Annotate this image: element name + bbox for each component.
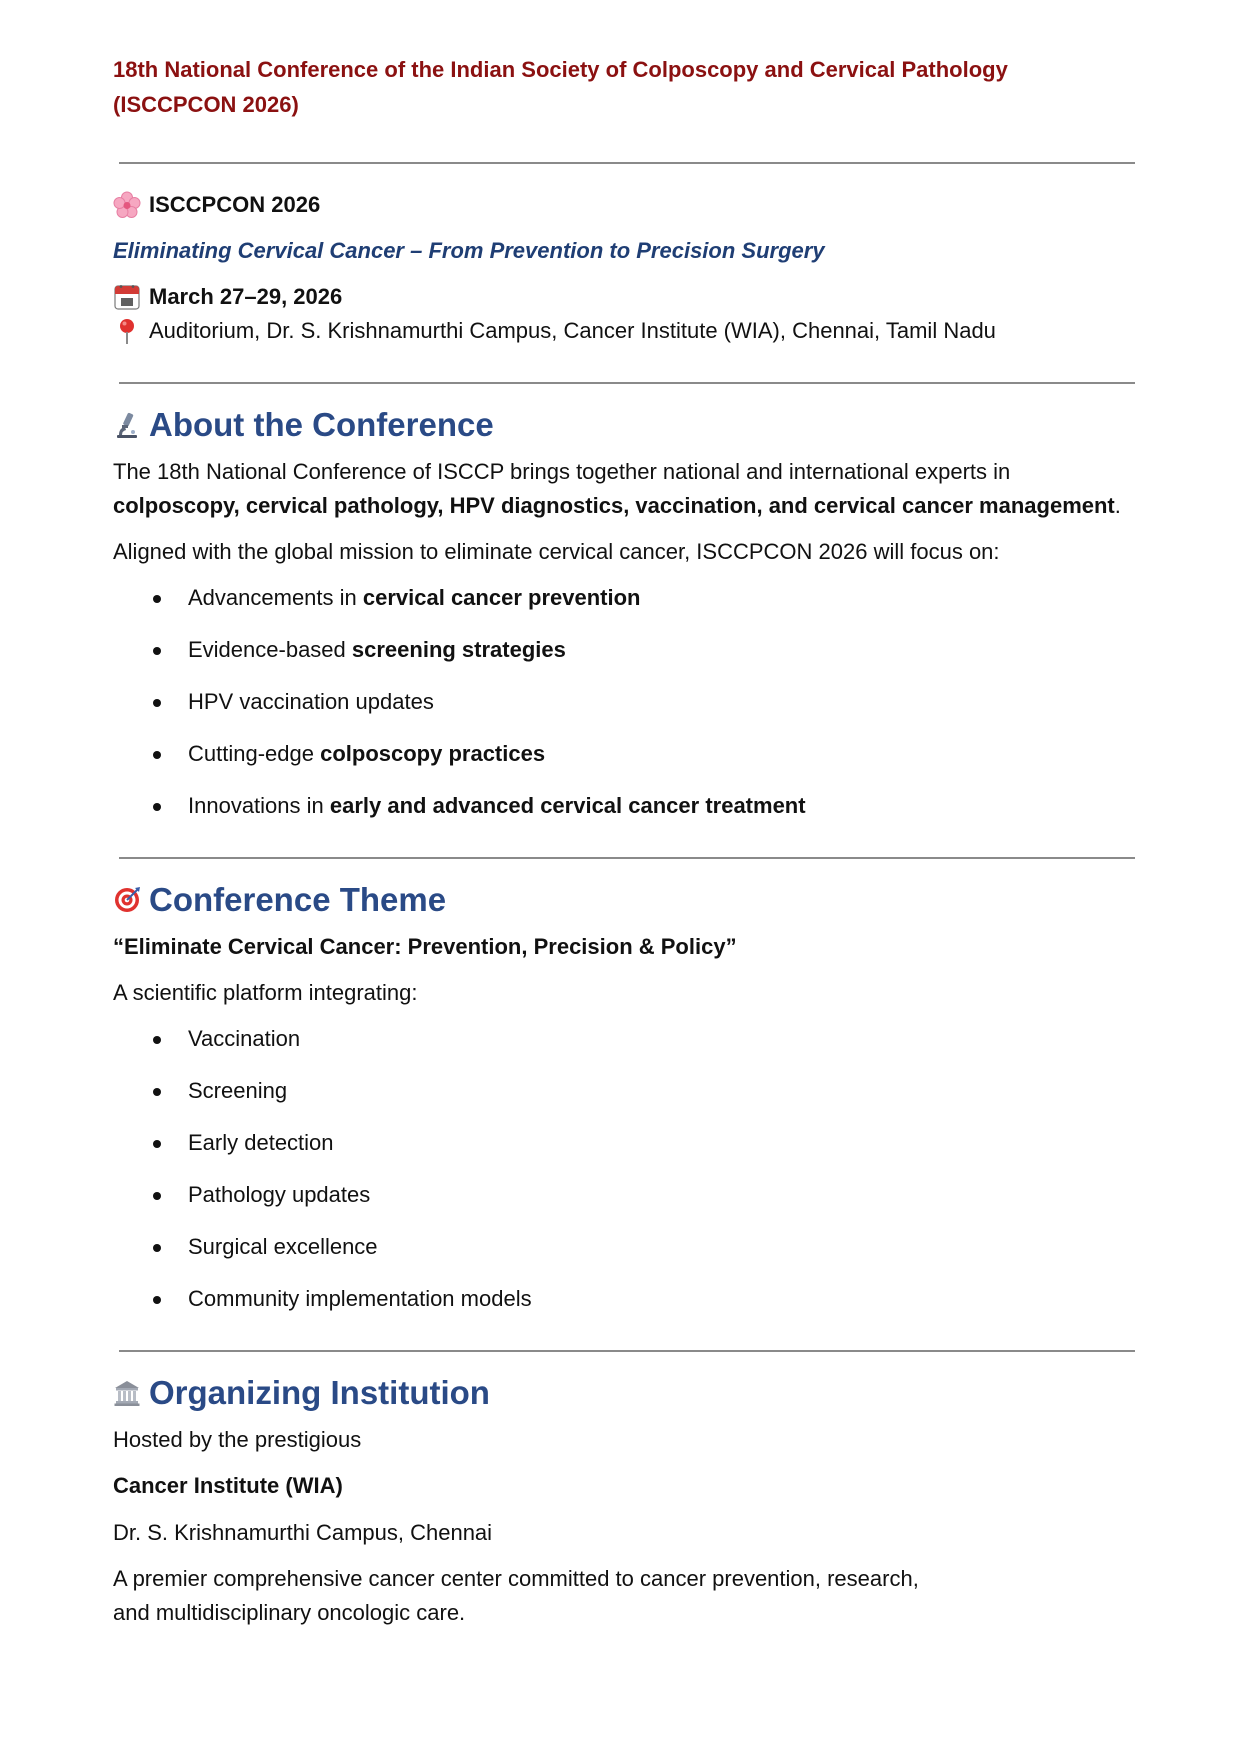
list-item-bold: cervical cancer prevention	[362, 585, 641, 610]
classical-building-icon	[113, 1379, 141, 1407]
list-item-bold: early and advanced cervical cancer treatment	[329, 793, 806, 818]
event-venue-line	[113, 314, 1133, 348]
theme-heading-text: Conference Theme	[149, 881, 447, 918]
event-name: ISCCPCON 2026	[149, 192, 321, 217]
list-item-text: HPV vaccination updates	[188, 689, 434, 714]
event-date: March 27–29, 2026	[149, 284, 343, 309]
institution-heading	[113, 1376, 1133, 1410]
microscope-icon	[113, 411, 141, 439]
theme-list	[113, 1022, 1133, 1316]
document-content	[113, 52, 1133, 1630]
document-title: 18th National Conference of the Indian Society of Colposcopy and Cervical Pathology (ISCCPCON 2026)	[113, 57, 1008, 117]
about-intro	[113, 455, 1133, 523]
list-item	[113, 789, 1133, 823]
target-icon	[113, 886, 141, 914]
institution-hosted-line: Hosted by the prestigious	[113, 1427, 362, 1452]
theme-quote	[113, 930, 1133, 964]
theme-platform-line: A scientific platform integrating:	[113, 980, 418, 1005]
list-item: Community implementation models	[113, 1282, 1133, 1316]
theme-quote-text: “Eliminate Cervical Cancer: Prevention, Precision & Policy”	[113, 934, 737, 959]
list-item	[113, 737, 1133, 771]
institution-description: A premier comprehensive cancer center committed to cancer prevention, research, and multidisciplinary oncologic care.	[113, 1566, 919, 1625]
event-name-line	[113, 188, 1133, 222]
list-item: Pathology updates	[113, 1178, 1133, 1212]
list-item-text: Cutting-edge	[188, 741, 321, 766]
event-date-line	[113, 280, 1133, 314]
about-heading	[113, 408, 1133, 442]
list-item	[113, 685, 1133, 719]
about-heading-text: About the Conference	[149, 406, 494, 443]
focus-list	[113, 581, 1133, 823]
institution-name-text: Cancer Institute (WIA)	[113, 1473, 343, 1498]
event-tagline: Eliminating Cervical Cancer – From Prevention to Precision Surgery	[113, 238, 825, 263]
about-focus-line: Aligned with the global mission to eliminate cervical cancer, ISCCPCON 2026 will focus on:	[113, 539, 1000, 564]
list-item	[113, 633, 1133, 667]
event-venue: Auditorium, Dr. S. Krishnamurthi Campus, Cancer Institute (WIA), Chennai, Tamil Nadu	[149, 318, 996, 343]
list-item: Surgical excellence	[113, 1230, 1133, 1264]
calendar-icon	[113, 283, 141, 311]
list-item: Early detection	[113, 1126, 1133, 1160]
institution-name	[113, 1469, 1133, 1503]
list-item-bold: screening strategies	[351, 637, 566, 662]
cherry-blossom-icon	[113, 191, 141, 219]
pin-icon	[113, 317, 141, 345]
institution-heading-text: Organizing Institution	[149, 1374, 490, 1411]
list-item-bold: colposcopy practices	[320, 741, 546, 766]
theme-heading	[113, 883, 1133, 917]
list-item	[113, 581, 1133, 615]
about-intro-plain: The 18th National Conference of ISCCP brings together national and international experts in	[113, 459, 1011, 484]
list-item: Vaccination	[113, 1022, 1133, 1056]
list-item-text: Advancements in	[188, 585, 363, 610]
about-intro-bold: colposcopy, cervical pathology, HPV diagnostics, vaccination, and cervical cancer management	[113, 493, 1115, 518]
list-item-text: Innovations in	[188, 793, 330, 818]
list-item-text: Evidence-based	[188, 637, 352, 662]
institution-campus: Dr. S. Krishnamurthi Campus, Chennai	[113, 1520, 493, 1545]
list-item: Screening	[113, 1074, 1133, 1108]
about-intro-end: .	[1114, 493, 1121, 518]
